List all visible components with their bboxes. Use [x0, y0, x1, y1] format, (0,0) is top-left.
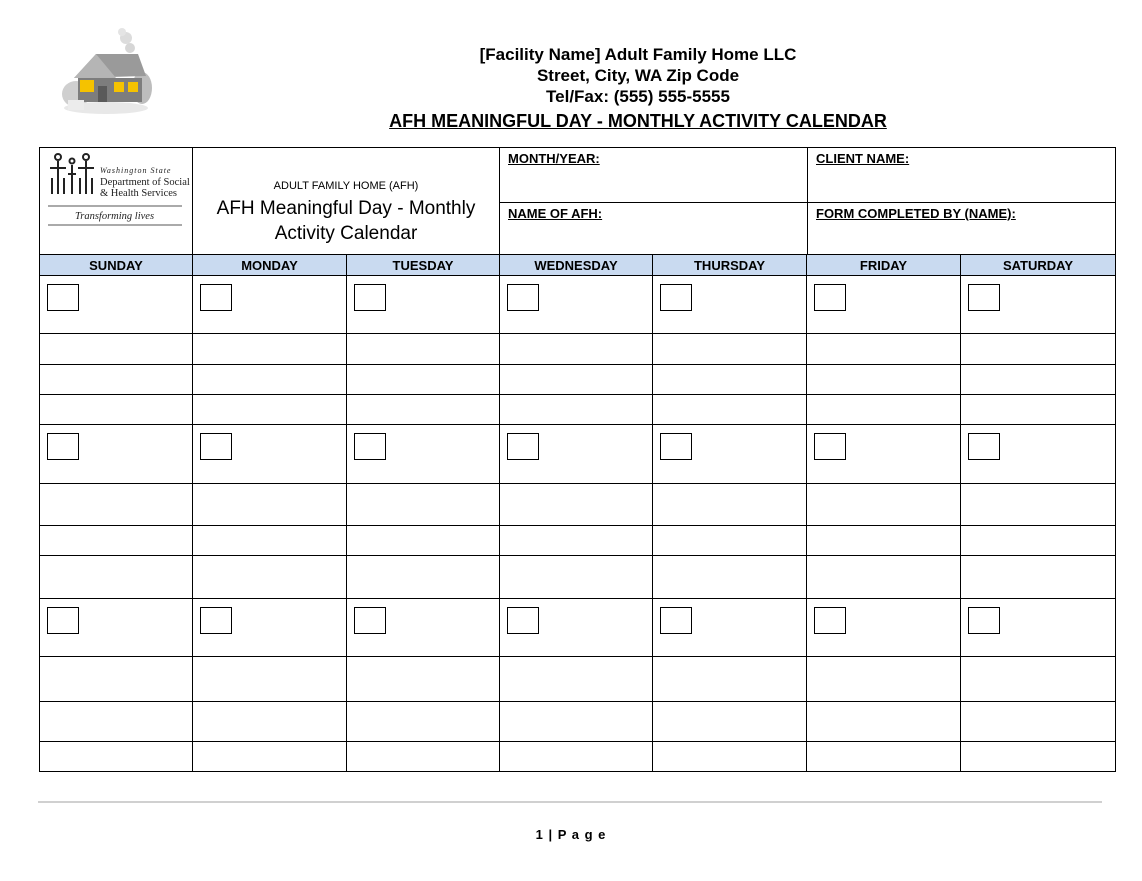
activity-cell[interactable] [653, 365, 807, 395]
week-row-3-dates [40, 599, 1116, 657]
footer-divider [38, 801, 1102, 803]
activity-cell[interactable] [961, 742, 1116, 772]
activity-cell[interactable] [500, 702, 653, 742]
date-box[interactable] [354, 433, 386, 460]
activity-cell[interactable] [347, 556, 500, 599]
date-box[interactable] [968, 284, 1000, 311]
date-cell [500, 425, 653, 484]
activity-cell[interactable] [193, 365, 347, 395]
week-row-2-dates [40, 425, 1116, 484]
date-box[interactable] [200, 433, 232, 460]
date-cell [193, 425, 347, 484]
day-header-sunday: SUNDAY [40, 255, 193, 276]
date-box[interactable] [660, 607, 692, 634]
house-winter-image [58, 28, 154, 114]
date-cell [653, 425, 807, 484]
activity-cell[interactable] [193, 702, 347, 742]
logo-dept-line1: Department of Social [100, 177, 190, 188]
date-cell [961, 276, 1116, 334]
activity-cell[interactable] [653, 702, 807, 742]
date-cell [653, 599, 807, 657]
calendar-title: AFH MEANINGFUL DAY - MONTHLY ACTIVITY CALENDAR [389, 111, 887, 131]
activity-cell[interactable] [347, 484, 500, 526]
activity-row [40, 334, 1116, 365]
activity-cell[interactable] [653, 395, 807, 425]
facility-phone: Tel/Fax: (555) 555-5555 [546, 87, 730, 106]
date-cell [807, 276, 961, 334]
activity-cell[interactable] [961, 702, 1116, 742]
date-box[interactable] [47, 607, 79, 634]
activity-cell[interactable] [807, 334, 961, 365]
client-name-field[interactable]: CLIENT NAME: [808, 148, 1116, 203]
date-box[interactable] [47, 284, 79, 311]
activity-cell[interactable] [961, 365, 1116, 395]
date-cell [347, 425, 500, 484]
activity-row [40, 484, 1116, 526]
date-box[interactable] [507, 284, 539, 311]
activity-cell[interactable] [807, 526, 961, 556]
activity-calendar-grid [39, 254, 1116, 772]
date-cell [193, 599, 347, 657]
activity-cell[interactable] [961, 334, 1116, 365]
activity-cell[interactable] [40, 702, 193, 742]
date-cell [500, 276, 653, 334]
activity-cell[interactable] [807, 742, 961, 772]
activity-row [40, 526, 1116, 556]
date-box[interactable] [814, 433, 846, 460]
facility-header [340, 44, 936, 133]
day-header-monday: MONDAY [193, 255, 347, 276]
activity-cell[interactable] [193, 742, 347, 772]
activity-cell[interactable] [40, 657, 193, 702]
date-box[interactable] [507, 607, 539, 634]
activity-cell[interactable] [40, 365, 193, 395]
activity-cell[interactable] [961, 526, 1116, 556]
activity-cell[interactable] [40, 395, 193, 425]
date-box[interactable] [507, 433, 539, 460]
form-header-table [39, 147, 1116, 258]
activity-cell[interactable] [807, 484, 961, 526]
activity-cell[interactable] [500, 526, 653, 556]
weekday-header-row [40, 255, 1116, 276]
day-header-friday: FRIDAY [807, 255, 961, 276]
activity-cell[interactable] [193, 484, 347, 526]
date-cell [500, 599, 653, 657]
date-box[interactable] [968, 607, 1000, 634]
activity-cell[interactable] [961, 395, 1116, 425]
logo-state: Washington State [100, 166, 172, 175]
activity-cell[interactable] [347, 657, 500, 702]
date-box[interactable] [814, 607, 846, 634]
day-header-tuesday: TUESDAY [347, 255, 500, 276]
activity-cell[interactable] [500, 484, 653, 526]
completed-by-field[interactable]: FORM COMPLETED BY (NAME): [808, 203, 1116, 258]
page-number: 1 | P a g e [535, 827, 607, 842]
facility-name: [Facility Name] Adult Family Home LLC [479, 45, 797, 64]
date-box[interactable] [968, 433, 1000, 460]
day-header-saturday: SATURDAY [961, 255, 1116, 276]
day-header-thursday: THURSDAY [653, 255, 807, 276]
activity-cell[interactable] [653, 556, 807, 599]
activity-cell[interactable] [40, 556, 193, 599]
date-cell [40, 599, 193, 657]
activity-cell[interactable] [40, 742, 193, 772]
people-icon [50, 154, 94, 194]
activity-cell[interactable] [961, 484, 1116, 526]
facility-address: Street, City, WA Zip Code [536, 66, 740, 85]
date-cell [961, 599, 1116, 657]
activity-cell[interactable] [653, 657, 807, 702]
activity-cell[interactable] [807, 365, 961, 395]
afh-subtitle: ADULT FAMILY HOME (AFH) [273, 179, 419, 192]
logo-dept-line2: & Health Services [100, 188, 177, 199]
activity-row [40, 365, 1116, 395]
afh-form-title: AFH Meaningful Day - Monthly Activity Calendar [216, 197, 476, 244]
week-row-1-dates [40, 276, 1116, 334]
activity-cell[interactable] [40, 526, 193, 556]
day-header-wednesday: WEDNESDAY [500, 255, 653, 276]
date-box[interactable] [814, 284, 846, 311]
activity-cell[interactable] [347, 742, 500, 772]
activity-cell[interactable] [40, 484, 193, 526]
dshs-logo [40, 148, 192, 252]
date-box[interactable] [660, 284, 692, 311]
activity-cell[interactable] [347, 702, 500, 742]
activity-row [40, 657, 1116, 702]
date-box[interactable] [200, 284, 232, 311]
activity-cell[interactable] [347, 526, 500, 556]
date-box[interactable] [47, 433, 79, 460]
activity-cell[interactable] [500, 556, 653, 599]
date-cell [193, 276, 347, 334]
activity-row [40, 556, 1116, 599]
date-box[interactable] [660, 433, 692, 460]
activity-cell[interactable] [193, 334, 347, 365]
activity-cell[interactable] [961, 556, 1116, 599]
logo-tagline: Transforming lives [75, 211, 155, 222]
date-cell [807, 599, 961, 657]
afh-name-field[interactable]: NAME OF AFH: [500, 203, 808, 258]
date-cell [653, 276, 807, 334]
date-box[interactable] [200, 607, 232, 634]
activity-cell[interactable] [500, 657, 653, 702]
activity-row [40, 742, 1116, 772]
activity-cell[interactable] [807, 395, 961, 425]
activity-row [40, 395, 1116, 425]
activity-cell[interactable] [193, 556, 347, 599]
activity-cell[interactable] [347, 365, 500, 395]
activity-cell[interactable] [961, 657, 1116, 702]
activity-cell[interactable] [40, 334, 193, 365]
activity-row [40, 702, 1116, 742]
dshs-logo-cell [40, 148, 193, 258]
activity-cell[interactable] [347, 334, 500, 365]
activity-cell[interactable] [500, 742, 653, 772]
date-box[interactable] [354, 607, 386, 634]
activity-cell[interactable] [193, 657, 347, 702]
date-cell [347, 276, 500, 334]
month-year-field[interactable]: MONTH/YEAR: [500, 148, 808, 203]
activity-cell[interactable] [500, 395, 653, 425]
activity-cell[interactable] [500, 365, 653, 395]
activity-cell[interactable] [500, 334, 653, 365]
activity-cell[interactable] [193, 526, 347, 556]
date-cell [347, 599, 500, 657]
activity-cell[interactable] [653, 742, 807, 772]
activity-cell[interactable] [653, 334, 807, 365]
date-cell [961, 425, 1116, 484]
activity-cell[interactable] [653, 484, 807, 526]
activity-cell[interactable] [653, 526, 807, 556]
activity-cell[interactable] [807, 657, 961, 702]
afh-title-cell [193, 148, 500, 258]
activity-cell[interactable] [807, 556, 961, 599]
date-box[interactable] [354, 284, 386, 311]
activity-cell[interactable] [193, 395, 347, 425]
date-cell [807, 425, 961, 484]
date-cell [40, 425, 193, 484]
activity-cell[interactable] [347, 395, 500, 425]
activity-cell[interactable] [807, 702, 961, 742]
date-cell [40, 276, 193, 334]
